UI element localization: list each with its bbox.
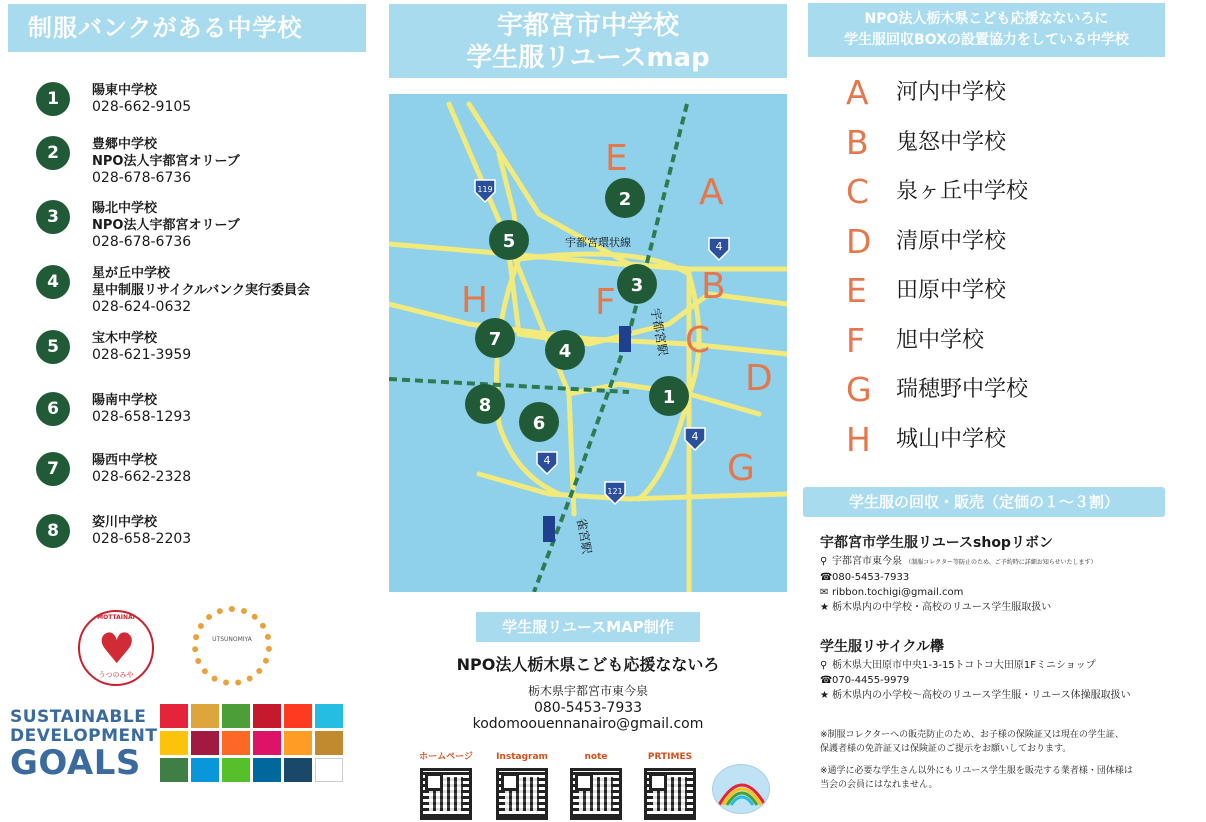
qr-label: note xyxy=(584,752,608,762)
sdg-goal-icon xyxy=(222,731,250,755)
school-org: NPO法人宇都宮オリーブ xyxy=(92,218,240,233)
school-info xyxy=(92,330,191,364)
school-letter: F xyxy=(846,320,865,360)
map-letter: C xyxy=(685,320,711,361)
school-info xyxy=(92,82,191,116)
school-name: 瑞穂野中学校 xyxy=(896,377,1029,402)
shop-address xyxy=(820,658,1190,673)
shop-tel xyxy=(820,673,1190,688)
map-title-line1: 宇都宮市中学校 xyxy=(496,11,679,41)
map-letter: H xyxy=(461,280,489,321)
map-letter: E xyxy=(605,138,628,179)
note-line xyxy=(820,756,1190,764)
school-info xyxy=(92,200,240,251)
ring-road-label: 宇都宮環状線 xyxy=(565,236,631,249)
pin-number: 7 xyxy=(488,329,502,350)
school-letter: A xyxy=(846,73,869,112)
school-name: 清原中学校 xyxy=(896,228,1007,254)
school-info xyxy=(92,265,310,316)
school-pin xyxy=(465,384,505,424)
pin-number: 2 xyxy=(618,189,632,210)
shop-note-text: 栃木県内の小学校～高校のリユース学生服・リユース体操服取扱い xyxy=(832,690,1131,701)
right-header-line1: NPO法人栃木県こども応援なないろに xyxy=(864,11,1109,27)
location-pin-icon: ⚲ xyxy=(820,660,828,671)
sales-header: 学生服の回収・販売（定価の１～３割） xyxy=(803,487,1165,517)
school-letter: H xyxy=(846,419,871,459)
qr-code-icon xyxy=(644,768,696,820)
road xyxy=(389,304,787,354)
school-number-badge: 8 xyxy=(36,514,70,548)
mail-icon: ✉ xyxy=(820,587,829,598)
sdg-goal-icon xyxy=(191,731,219,755)
note-line: 当会の会員にはなれません。 xyxy=(820,780,938,790)
sdgs-line3: GOALS xyxy=(10,743,141,783)
map-letter: G xyxy=(727,448,755,489)
org-tel: 080-5453-7933 xyxy=(533,700,643,716)
route-number: 4 xyxy=(691,430,699,443)
pin-number: 3 xyxy=(630,275,644,296)
pin-number: 5 xyxy=(502,231,516,252)
route-number: 121 xyxy=(607,487,623,496)
sdg-goal-icon xyxy=(222,704,250,728)
school-letter: C xyxy=(846,172,870,211)
school-info xyxy=(92,136,240,187)
pin-number: 4 xyxy=(558,341,572,362)
mottainai-sub: うつのみや xyxy=(98,671,134,679)
sdg-goal-icon xyxy=(253,758,281,782)
shop-address-text: 栃木県大田原市中央1-3-15トコトコ大田原1Fミニショップ xyxy=(832,660,1096,671)
map-title-line2: 学生服リユースmap xyxy=(466,43,710,73)
school-name: 城山中学校 xyxy=(896,426,1007,452)
station-label-utsunomiya: 宇都宮駅 xyxy=(648,307,671,357)
phone-icon: ☎ xyxy=(820,572,833,583)
mottainai-label: MOTTAINAI xyxy=(97,614,135,621)
school-number-badge: 7 xyxy=(36,452,70,486)
notes xyxy=(820,728,1190,792)
shop-address-text: 宇都宮市東今泉 xyxy=(832,556,902,567)
school-tel: 028-662-9105 xyxy=(92,99,192,115)
qr-label: ホームページ xyxy=(419,752,473,762)
qr-homepage[interactable] xyxy=(414,750,478,820)
pin-number: 6 xyxy=(532,413,546,434)
school-pin xyxy=(605,178,645,218)
shop-note xyxy=(820,600,1190,615)
shop-tel-text: 070-4455-9979 xyxy=(832,675,910,686)
heart-icon: ♥ xyxy=(98,624,136,673)
star-icon: ★ xyxy=(820,690,829,701)
phone-icon: ☎ xyxy=(820,675,833,686)
school-number-badge: 5 xyxy=(36,330,70,364)
school-letter: B xyxy=(846,122,869,162)
star-icon: ★ xyxy=(820,602,829,613)
sdgs-wordmark xyxy=(10,707,158,783)
school-number-badge: 3 xyxy=(36,200,70,234)
school-name: 陽西中学校 xyxy=(92,453,158,468)
qr-code-icon xyxy=(496,768,548,820)
school-pin xyxy=(489,220,529,260)
map-letter: D xyxy=(745,358,773,399)
route-number: 119 xyxy=(477,185,493,194)
qr-note[interactable] xyxy=(564,750,628,820)
school-name: 泉ヶ丘中学校 xyxy=(896,179,1029,204)
school-name: 旭中学校 xyxy=(896,327,985,353)
school-info xyxy=(92,514,191,548)
school-pin xyxy=(545,330,585,370)
shop-tel xyxy=(820,570,1190,585)
made-by-header: 学生服リユースMAP制作 xyxy=(476,612,700,642)
utsunomiya-sdgs-logo xyxy=(192,606,272,686)
school-info xyxy=(92,392,191,426)
school-tel: 028-658-2203 xyxy=(92,531,192,547)
right-header xyxy=(808,3,1165,57)
sdgs-icon-grid xyxy=(160,704,342,782)
school-name: 田原中学校 xyxy=(896,278,1007,303)
school-pin xyxy=(519,402,559,442)
pin-number: 1 xyxy=(662,387,676,408)
map-letter: A xyxy=(699,172,724,213)
school-name: 姿川中学校 xyxy=(92,515,158,530)
map-canvas xyxy=(389,94,787,592)
pin-number: 8 xyxy=(478,395,492,416)
map-letter: B xyxy=(701,266,726,307)
sdg-goal-icon xyxy=(191,704,219,728)
school-letter: E xyxy=(846,271,867,310)
school-pin xyxy=(649,376,689,416)
school-tel: 028-624-0632 xyxy=(92,299,192,315)
sdg-goal-icon xyxy=(315,731,343,755)
school-name: 河内中学校 xyxy=(896,80,1007,105)
note-line: ※通学に必要な学生さん以外にもリユース学生服を販売する業者様・団体様は xyxy=(820,766,1133,776)
school-number-badge: 2 xyxy=(36,136,70,170)
sdgs-line1: SUSTAINABLE xyxy=(10,707,147,727)
org-mail[interactable]: kodomoouennanairo@gmail.com xyxy=(472,716,704,732)
map-title xyxy=(389,4,787,78)
org-name: NPO法人栃木県こども応援なないろ xyxy=(456,655,720,674)
qr-code-icon xyxy=(570,768,622,820)
shop-title: 学生服リサイクル欅 xyxy=(820,639,945,655)
route-number: 4 xyxy=(715,240,723,253)
shop-note xyxy=(820,688,1190,703)
sdg-goal-icon xyxy=(284,758,312,782)
sdg-goal-icon xyxy=(284,704,312,728)
school-number-badge: 4 xyxy=(36,265,70,299)
sdg-goal-icon xyxy=(315,704,343,728)
nanairo-logo xyxy=(712,764,770,814)
sdg-goal-icon xyxy=(191,758,219,782)
org-address: 栃木県宇都宮市東今泉 xyxy=(527,684,648,698)
school-name: 宝木中学校 xyxy=(92,331,158,346)
shop-address xyxy=(820,554,1190,570)
reuse-map xyxy=(389,94,787,592)
sdgs-line2: DEVELOPMENT xyxy=(10,726,158,746)
station-label-suzumenomiya: 雀宮駅 xyxy=(574,517,595,555)
sdg-goal-icon xyxy=(160,704,188,728)
school-name: 陽北中学校 xyxy=(92,201,158,216)
station-marker xyxy=(619,326,631,352)
note-line: 保護者様の免許証又は保険証のご提示をお願いしております。 xyxy=(820,744,1072,754)
shop-keyaki xyxy=(820,636,1190,703)
school-letter: D xyxy=(846,221,872,261)
left-header: 制服バンクがある中学校 xyxy=(8,4,366,52)
rainbow-icon xyxy=(713,765,770,814)
school-name: 星が丘中学校 xyxy=(92,266,171,281)
school-tel: 028-678-6736 xyxy=(92,170,192,186)
qr-prtimes[interactable] xyxy=(638,750,702,820)
sdg-goal-icon xyxy=(315,758,343,782)
utsunomiya-label: UTSUNOMIYA xyxy=(212,636,252,643)
shop-title: 宇都宮市学生服リユースshopリボン xyxy=(820,535,1053,551)
school-info xyxy=(92,452,191,486)
route-number: 4 xyxy=(543,454,551,467)
shop-note-text: 栃木県内の中学校・高校のリユース学生服取扱い xyxy=(832,602,1052,613)
school-org: NPO法人宇都宮オリーブ xyxy=(92,154,240,169)
sdg-goal-icon xyxy=(222,758,250,782)
shop-ribbon xyxy=(820,532,1190,615)
sdg-goal-icon xyxy=(253,731,281,755)
mottainai-logo xyxy=(78,610,154,686)
shop-tel-text: 080-5453-7933 xyxy=(832,572,910,583)
qr-label: PRTIMES xyxy=(647,752,693,762)
school-org: 星中制服リサイクルバンク実行委員会 xyxy=(92,283,311,298)
qr-code-icon xyxy=(420,768,472,820)
note-line: ※制服コレクターへの販売防止のため、お子様の保険証又は現在の学生証、 xyxy=(820,730,1124,740)
route-shield-icon xyxy=(537,452,557,474)
shop-mail-link[interactable]: ribbon.tochigi@gmail.com xyxy=(832,587,964,598)
qr-label: Instagram xyxy=(496,752,548,762)
sdg-goal-icon xyxy=(284,731,312,755)
school-tel: 028-658-1293 xyxy=(92,409,192,425)
qr-instagram[interactable] xyxy=(490,750,554,820)
school-name: 陽東中学校 xyxy=(92,83,158,98)
school-tel: 028-662-2328 xyxy=(92,469,192,485)
school-number-badge: 1 xyxy=(36,82,70,116)
school-name: 鬼怒中学校 xyxy=(896,129,1007,155)
route-shield-icon xyxy=(709,238,729,260)
map-letter: F xyxy=(595,282,616,323)
shop-mail xyxy=(820,585,1190,600)
school-name: 陽南中学校 xyxy=(92,393,158,408)
sdg-goal-icon xyxy=(160,758,188,782)
right-header-line2: 学生服回収BOXの設置協力をしている中学校 xyxy=(844,32,1129,48)
sdg-goal-icon xyxy=(253,704,281,728)
shop-address-note: （制服コレクター等防止のため、ご予約時に詳細お知らせいたします） xyxy=(905,559,1097,566)
school-letter: G xyxy=(846,370,872,409)
location-pin-icon: ⚲ xyxy=(820,556,828,567)
school-tel: 028-621-3959 xyxy=(92,347,192,363)
sdg-goal-icon xyxy=(160,731,188,755)
school-pin xyxy=(475,318,515,358)
school-name: 豊郷中学校 xyxy=(92,137,158,152)
station-marker xyxy=(543,516,555,542)
school-pin xyxy=(617,264,657,304)
school-tel: 028-678-6736 xyxy=(92,234,192,250)
school-number-badge: 6 xyxy=(36,392,70,426)
